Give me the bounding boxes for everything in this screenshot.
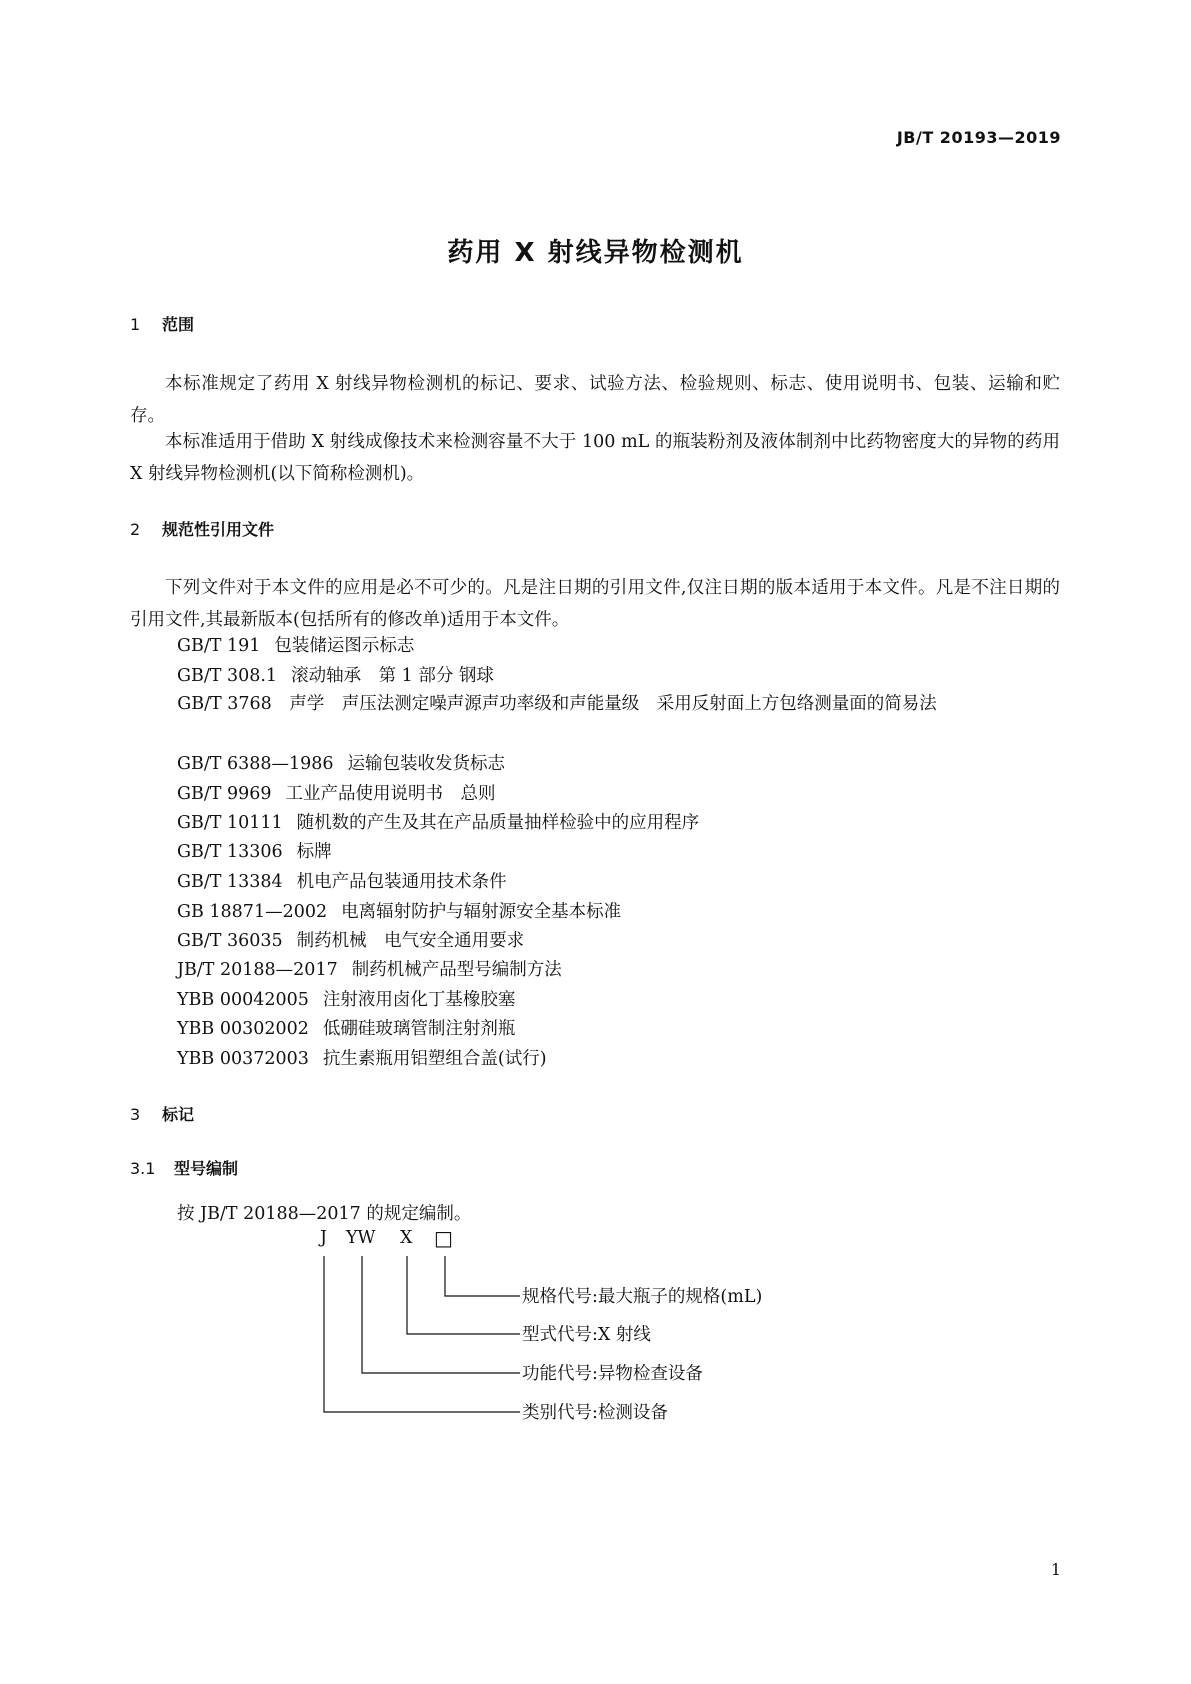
subsection-3-1-heading [130,1156,238,1179]
reference-title: 制药机械 电气安全通用要求 [296,931,525,951]
reference-code: GB 18871—2002 [177,902,328,922]
model-code-category: J [320,1228,328,1248]
reference-item [177,954,562,986]
reference-code: YBB 00302002 [177,1019,309,1039]
reference-item [177,778,496,810]
label-category-code: 类别代号:检测设备 [522,1403,668,1423]
reference-code: GB/T 9969 [177,784,272,804]
reference-item [177,748,505,780]
reference-title: 运输包装收发货标志 [347,754,506,774]
reference-item [177,866,507,898]
section-3-heading [130,1102,194,1125]
reference-code: GB/T 6388—1986 [177,754,334,774]
reference-code: YBB 00372003 [177,1049,309,1069]
reference-title: 制药机械产品型号编制方法 [351,960,562,980]
reference-title: 随机数的产生及其在产品质量抽样检验中的应用程序 [296,813,700,833]
reference-code: JB/T 20188—2017 [177,960,338,980]
page-number: 1 [1050,1560,1061,1579]
reference-item [177,836,332,868]
section-1-heading [130,312,194,335]
reference-title: 低硼硅玻璃管制注射剂瓶 [322,1019,516,1039]
section-1-paragraph-1: 本标准规定了药用 X 射线异物检测机的标记、要求、试验方法、检验规则、标志、使用说明书、包装、运输和贮存。 [130,374,1060,426]
section-number: 3 [130,1105,141,1124]
section-title: 标记 [162,1105,195,1124]
reference-title: 机电产品包装通用技术条件 [296,872,507,892]
connector-category [324,1256,520,1412]
reference-title: 工业产品使用说明书 总则 [285,784,496,804]
section-number: 2 [130,520,141,539]
standard-number: JB/T 20193—2019 [896,128,1061,147]
reference-item [177,925,524,957]
subsection-number: 3.1 [130,1159,156,1178]
label-spec-code: 规格代号:最大瓶子的规格(mL) [522,1287,763,1307]
label-type-code: 型式代号:X 射线 [522,1325,651,1345]
section-title: 规范性引用文件 [162,520,275,539]
reference-title: 电离辐射防护与辐射源安全基本标准 [341,902,622,922]
section-1-paragraph-2: 本标准适用于借助 X 射线成像技术来检测容量不大于 100 mL 的瓶装粉剂及液体制剂中比药物密度大的异物的药用 X 射线异物检测机(以下简称检测机)。 [130,432,1060,484]
model-intro: 按 JB/T 20188—2017 的规定编制。 [177,1204,472,1224]
reference-title: 抗生素瓶用铝塑组合盖(试行) [322,1049,547,1069]
reference-code: GB/T 191 [177,636,261,656]
reference-code: YBB 00042005 [177,990,309,1010]
reference-item [177,630,414,662]
reference-code: GB/T 10111 [177,813,283,833]
reference-title: 声学 声压法测定噪声源声功率级和声能量级 采用反射面上方包络测量面的简易法 [289,694,937,714]
connector-type [407,1256,520,1334]
reference-item [177,807,699,839]
connector-function [362,1256,520,1373]
section-title: 范围 [162,315,195,334]
reference-title: 包装储运图示标志 [274,636,415,656]
reference-code: GB/T 308.1 [177,666,278,686]
subsection-title: 型号编制 [174,1159,239,1178]
reference-item [177,896,621,928]
section-2-heading [130,517,274,540]
reference-item [177,1013,515,1045]
connector-spec [445,1256,520,1296]
reference-code: GB/T 13306 [177,842,283,862]
section-number: 1 [130,315,141,334]
model-code-type: X [400,1228,413,1248]
reference-code: GB/T 13384 [177,872,283,892]
reference-item [177,1043,547,1075]
label-function-code: 功能代号:异物检查设备 [522,1364,703,1384]
model-code-function: YW [346,1228,376,1248]
document-title: 药用 X 射线异物检测机 [447,238,744,268]
reference-title: 注射液用卤化丁基橡胶塞 [322,990,516,1010]
reference-code: GB/T 3768 [177,694,272,714]
model-code-spec-box: □ [434,1226,453,1250]
reference-item [130,688,1060,720]
reference-title: 标牌 [296,842,332,862]
reference-title: 滚动轴承 第 1 部分 钢球 [291,666,494,686]
reference-code: GB/T 36035 [177,931,283,951]
section-2-paragraph-1: 下列文件对于本文件的应用是必不可少的。凡是注日期的引用文件,仅注日期的版本适用于本文件。凡是不注日期的引用文件,其最新版本(包括所有的修改单)适用于本文件。 [130,578,1060,630]
reference-item [177,984,515,1016]
